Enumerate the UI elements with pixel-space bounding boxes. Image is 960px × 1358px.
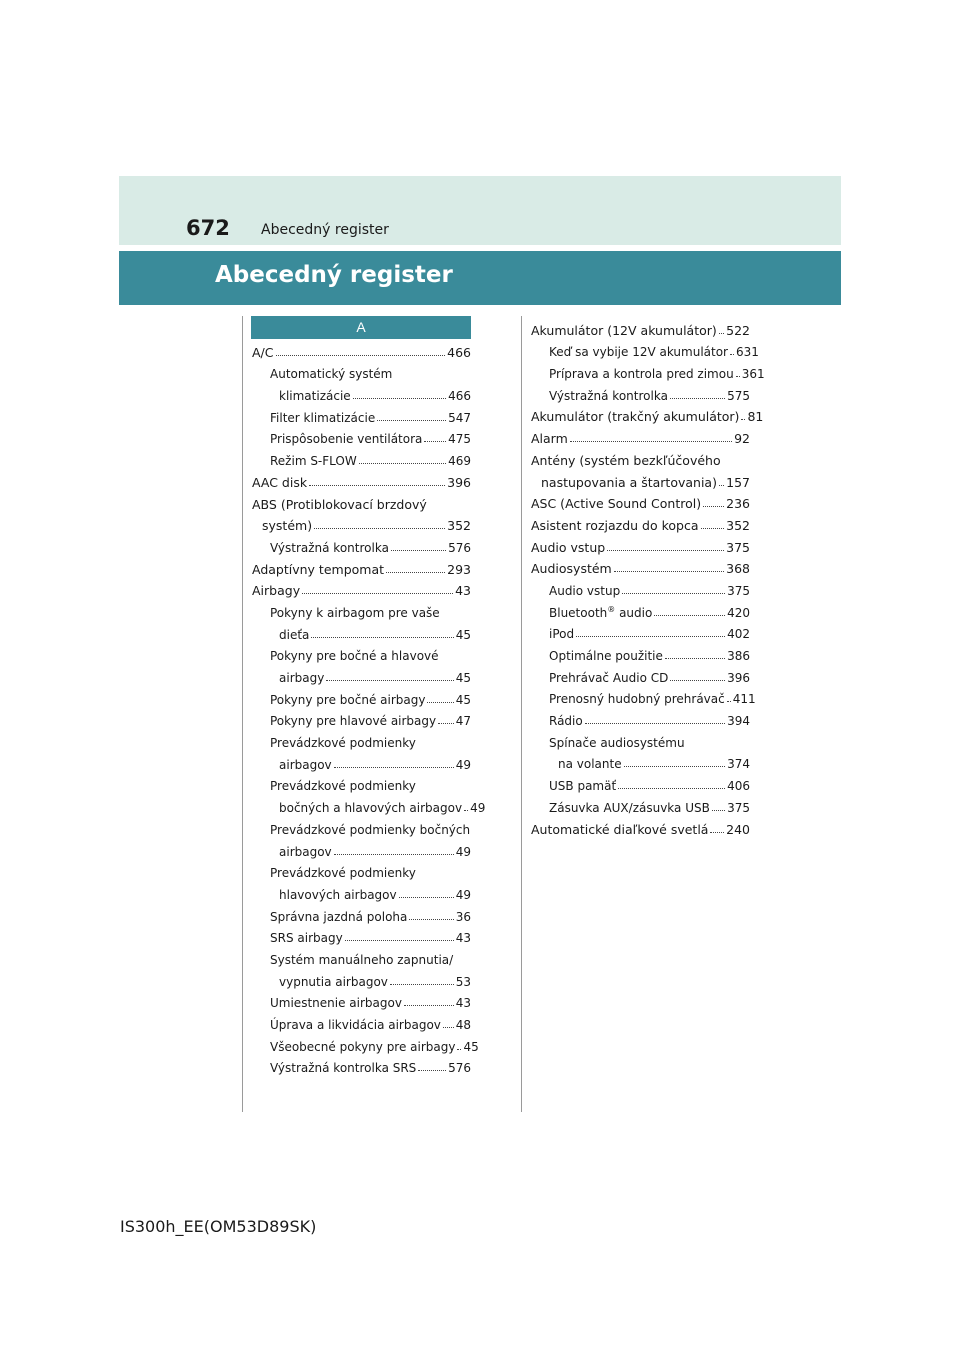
- index-entry: [531, 338, 759, 360]
- dot-leader: [427, 702, 453, 703]
- index-entry: [531, 598, 750, 620]
- index-entry: [252, 924, 471, 946]
- index-entry-text: dieťa: [279, 627, 310, 642]
- running-head: Abecedný register: [261, 222, 389, 238]
- index-entry-text: A/C: [252, 344, 274, 360]
- index-entry: [531, 663, 750, 685]
- index-entry-text: Systém manuálneho zapnutia/: [270, 952, 454, 967]
- index-entry-text: Audio vstup: [549, 583, 621, 598]
- column-divider-middle: [521, 316, 522, 1112]
- index-entry: [252, 1032, 479, 1054]
- index-page-number: 352: [726, 517, 750, 533]
- index-entry-text: Pokyny pre bočné airbagy: [270, 692, 426, 707]
- index-page-number: 361: [741, 367, 765, 382]
- index-entry-text: Všeobecné pokyny pre airbagy: [270, 1039, 456, 1054]
- page-title: Abecedný register: [215, 262, 453, 288]
- index-entry-text: nastupovania a štartovania): [541, 474, 717, 490]
- index-entry-text: Zásuvka AUX/zásuvka USB: [549, 800, 710, 815]
- dot-leader: [701, 528, 725, 529]
- index-entry-text: vypnutia airbagov: [279, 974, 388, 989]
- index-entry: [252, 772, 471, 794]
- index-entry-text: ASC (Active Sound Control): [531, 496, 702, 512]
- index-entry-text: Airbagy: [252, 583, 301, 599]
- index-entry: [252, 945, 471, 967]
- index-entry: [531, 685, 756, 707]
- index-entry: [252, 381, 471, 403]
- index-entry-text: Pokyny k airbagom pre vaše: [270, 605, 440, 620]
- dot-leader: [409, 919, 453, 920]
- index-page-number: 575: [727, 388, 750, 403]
- index-page-number: 375: [726, 539, 750, 555]
- index-entry: [252, 728, 471, 750]
- dot-leader: [618, 788, 725, 789]
- index-entry: [252, 1054, 471, 1076]
- index-entry: [252, 512, 471, 534]
- dot-leader: [353, 398, 446, 399]
- page-number: 672: [186, 216, 230, 240]
- index-entry-text: Alarm: [531, 431, 568, 447]
- dot-leader: [311, 637, 453, 638]
- index-entry-text: Audio vstup: [531, 539, 606, 555]
- index-entry: [252, 859, 471, 881]
- index-entry-text: Prehrávač Audio CD: [549, 670, 669, 685]
- dot-leader: [345, 940, 454, 941]
- index-entry: [252, 1010, 471, 1032]
- index-page-number: 466: [448, 389, 471, 404]
- dot-leader: [622, 593, 725, 594]
- index-entry: [252, 446, 471, 468]
- index-page-number: 402: [727, 627, 750, 642]
- index-entry-text: ABS (Protiblokovací brzdový: [252, 496, 427, 512]
- dot-leader: [457, 1049, 461, 1050]
- index-page-number: 36: [455, 909, 471, 924]
- dot-leader: [585, 723, 725, 724]
- dot-leader: [302, 593, 453, 594]
- index-page-number: 406: [727, 779, 750, 794]
- index-entry: [252, 685, 471, 707]
- index-entry: [531, 706, 750, 728]
- dot-leader: [334, 767, 454, 768]
- index-entry: [252, 663, 471, 685]
- dot-leader: [670, 398, 725, 399]
- index-page-number: 43: [455, 931, 471, 946]
- dot-leader: [607, 550, 724, 551]
- index-entry: [252, 360, 471, 382]
- index-page-number: 240: [726, 821, 750, 837]
- dot-leader: [730, 354, 734, 355]
- dot-leader: [727, 701, 731, 702]
- index-entry-text: Rádio: [549, 714, 583, 729]
- index-entry: [252, 902, 471, 924]
- dot-leader: [443, 1027, 454, 1028]
- index-page-number: 45: [463, 1039, 479, 1054]
- index-entry-text: Filter klimatizácie: [270, 410, 376, 425]
- dot-leader: [326, 680, 453, 681]
- index-entry-text: airbagov: [279, 844, 332, 859]
- index-entry-text: Akumulátor (trakčný akumulátor): [531, 409, 740, 425]
- index-entry-text: Prevádzkové podmienky: [270, 866, 416, 881]
- index-entry-text: airbagy: [279, 671, 325, 685]
- index-entry: [252, 490, 471, 512]
- index-entry: [252, 577, 471, 599]
- index-entry: [252, 707, 471, 729]
- dot-leader: [276, 355, 446, 356]
- index-entry: [252, 750, 471, 772]
- index-column-right: [531, 316, 765, 837]
- index-entry: [252, 967, 471, 989]
- dot-leader: [624, 766, 725, 767]
- index-column-left: [252, 338, 486, 1076]
- index-entry: [531, 641, 750, 663]
- index-page-number: 411: [732, 692, 756, 707]
- index-page-number: 396: [727, 670, 750, 685]
- column-divider-left: [242, 316, 243, 1112]
- index-page-number: 81: [747, 409, 764, 425]
- index-entry-text: iPod: [549, 627, 575, 642]
- index-entry-text: Audiosystém: [531, 561, 612, 577]
- index-entry-text: Automatické diaľkové svetlá: [531, 821, 709, 837]
- dot-leader: [386, 572, 445, 573]
- index-entry: [252, 620, 471, 642]
- dot-leader: [741, 419, 745, 420]
- dot-leader: [703, 506, 724, 507]
- index-entry: [531, 446, 750, 468]
- index-page-number: 375: [727, 800, 750, 815]
- dot-leader: [334, 854, 454, 855]
- index-entry-text: klimatizácie: [279, 389, 351, 404]
- index-page-number: 53: [455, 974, 471, 989]
- index-page-number: 47: [455, 714, 471, 729]
- index-entry-text: Prispôsobenie ventilátora: [270, 432, 423, 447]
- index-entry: [531, 490, 750, 512]
- index-entry-text: Asistent rozjazdu do kopca: [531, 517, 699, 533]
- index-page-number: 475: [448, 432, 471, 447]
- index-entry: [531, 750, 750, 772]
- index-entry-text: Prevádzkové podmienky: [270, 779, 416, 794]
- index-entry: [252, 598, 471, 620]
- index-page-number: 49: [455, 887, 471, 902]
- index-entry-text: airbagov: [279, 757, 332, 772]
- index-entry-text: Pokyny pre hlavové airbagy: [270, 714, 437, 729]
- index-entry: [531, 815, 750, 837]
- index-page-number: 45: [455, 671, 471, 685]
- index-entry: [531, 576, 750, 598]
- index-entry: [252, 468, 471, 490]
- index-entry: [531, 403, 764, 425]
- index-entry: [531, 468, 750, 490]
- index-entry-text: Správna jazdná poloha: [270, 909, 408, 924]
- dot-leader: [359, 463, 446, 464]
- index-page-number: 45: [455, 692, 471, 707]
- index-entry-text: systém): [262, 518, 313, 534]
- index-entry-text: bočných a hlavových airbagov: [279, 801, 463, 816]
- dot-leader: [404, 1005, 454, 1006]
- index-entry-text: Antény (systém bezkľúčového: [531, 452, 721, 468]
- dot-leader: [464, 810, 468, 811]
- index-entry-text: Výstražná kontrolka SRS: [270, 1061, 417, 1076]
- dot-leader: [424, 441, 446, 442]
- dot-leader: [418, 1070, 446, 1071]
- section-letter-bar: A: [251, 316, 471, 339]
- dot-leader: [710, 832, 724, 833]
- index-entry-text: Výstražná kontrolka: [549, 388, 668, 403]
- dot-leader: [314, 528, 445, 529]
- index-entry-text: Prevádzkové podmienky: [270, 736, 416, 751]
- dot-leader: [654, 615, 725, 616]
- index-entry-text: Výstražná kontrolka: [270, 540, 389, 555]
- index-page-number: 92: [734, 431, 750, 447]
- index-page-number: 522: [726, 322, 750, 338]
- index-entry: [252, 793, 486, 816]
- index-page-number: 469: [448, 454, 471, 469]
- index-entry: [531, 359, 765, 382]
- index-page-number: 547: [448, 410, 471, 425]
- dot-leader: [614, 571, 724, 572]
- index-entry: [252, 815, 471, 837]
- index-entry: [252, 533, 471, 555]
- index-page-number: 420: [727, 605, 750, 620]
- index-entry: [531, 555, 750, 577]
- index-page-number: 49: [455, 757, 471, 772]
- index-entry-text: USB pamäť: [549, 779, 617, 794]
- index-entry: [531, 771, 750, 793]
- index-entry-text: Bluetooth® audio: [549, 604, 653, 620]
- index-page-number: 576: [448, 1061, 471, 1076]
- dot-leader: [719, 485, 724, 486]
- dot-leader: [576, 636, 725, 637]
- index-entry: [531, 316, 750, 338]
- index-entry: [531, 620, 750, 642]
- index-entry: [531, 424, 750, 446]
- dot-leader: [391, 550, 446, 551]
- dot-leader: [390, 984, 454, 985]
- dot-leader: [399, 897, 454, 898]
- dot-leader: [570, 441, 732, 442]
- index-entry-text: Akumulátor (12V akumulátor): [531, 322, 717, 338]
- index-entry-text: Príprava a kontrola pred zimou: [549, 367, 734, 382]
- index-entry: [252, 403, 471, 425]
- dot-leader: [712, 810, 725, 811]
- dot-leader: [665, 658, 725, 659]
- index-entry-text: Optimálne použitie: [549, 649, 663, 663]
- index-entry-text: Automatický systém: [270, 367, 393, 382]
- index-entry-text: AAC disk: [252, 474, 308, 490]
- index-entry: [531, 793, 750, 815]
- index-entry-text: Spínače audiosystému: [549, 735, 685, 750]
- index-page-number: 386: [727, 649, 750, 663]
- index-entry: [531, 728, 750, 750]
- index-page-number: 374: [727, 757, 750, 772]
- index-page-number: 368: [726, 561, 750, 577]
- index-entry-text: Prenosný hudobný prehrávač: [549, 692, 725, 707]
- index-entry-text: hlavových airbagov: [279, 887, 397, 902]
- dot-leader: [309, 485, 445, 486]
- index-page-number: 394: [727, 714, 750, 729]
- index-page-number: 43: [455, 996, 471, 1011]
- index-entry: [531, 511, 750, 533]
- index-page-number: 157: [726, 474, 750, 490]
- dot-leader: [438, 723, 454, 724]
- index-page-number: 293: [447, 561, 471, 577]
- index-page-number: 48: [455, 1018, 471, 1032]
- index-page-number: 49: [470, 801, 486, 816]
- document-code: IS300h_EE(OM53D89SK): [120, 1217, 317, 1236]
- index-page-number: 352: [447, 518, 471, 534]
- index-entry: [252, 425, 471, 447]
- dot-leader: [719, 333, 724, 334]
- index-entry: [252, 880, 471, 902]
- dot-leader: [670, 680, 725, 681]
- index-entry-text: Pokyny pre bočné a hlavové: [270, 649, 439, 664]
- index-page-number: 43: [455, 583, 471, 599]
- index-entry-text: Režim S-FLOW: [270, 454, 357, 469]
- index-entry: [252, 989, 471, 1011]
- index-page-number: 396: [447, 474, 471, 490]
- index-page-number: 576: [448, 540, 471, 555]
- index-entry-text: Adaptívny tempomat: [252, 561, 385, 577]
- index-entry: [252, 338, 471, 360]
- dot-leader: [377, 420, 446, 421]
- index-page-number: 49: [455, 844, 471, 859]
- index-entry-text: SRS airbagy: [270, 931, 343, 946]
- index-page-number: 631: [736, 345, 759, 360]
- dot-leader: [736, 376, 740, 377]
- index-entry: [252, 555, 471, 577]
- index-entry-text: na volante: [558, 757, 622, 772]
- index-page-number: 375: [727, 583, 750, 598]
- index-entry-text: Keď sa vybije 12V akumulátor: [549, 345, 728, 360]
- index-page-number: 236: [726, 496, 750, 512]
- index-entry-text: Prevádzkové podmienky bočných: [270, 822, 471, 837]
- index-entry: [531, 533, 750, 555]
- index-page-number: 466: [447, 344, 471, 360]
- index-page-number: 45: [455, 627, 471, 642]
- index-entry: [252, 837, 471, 859]
- index-entry-text: Umiestnenie airbagov: [270, 996, 402, 1011]
- index-entry: [252, 642, 471, 664]
- index-entry-text: Úprava a likvidácia airbagov: [270, 1018, 441, 1032]
- index-entry: [531, 381, 750, 403]
